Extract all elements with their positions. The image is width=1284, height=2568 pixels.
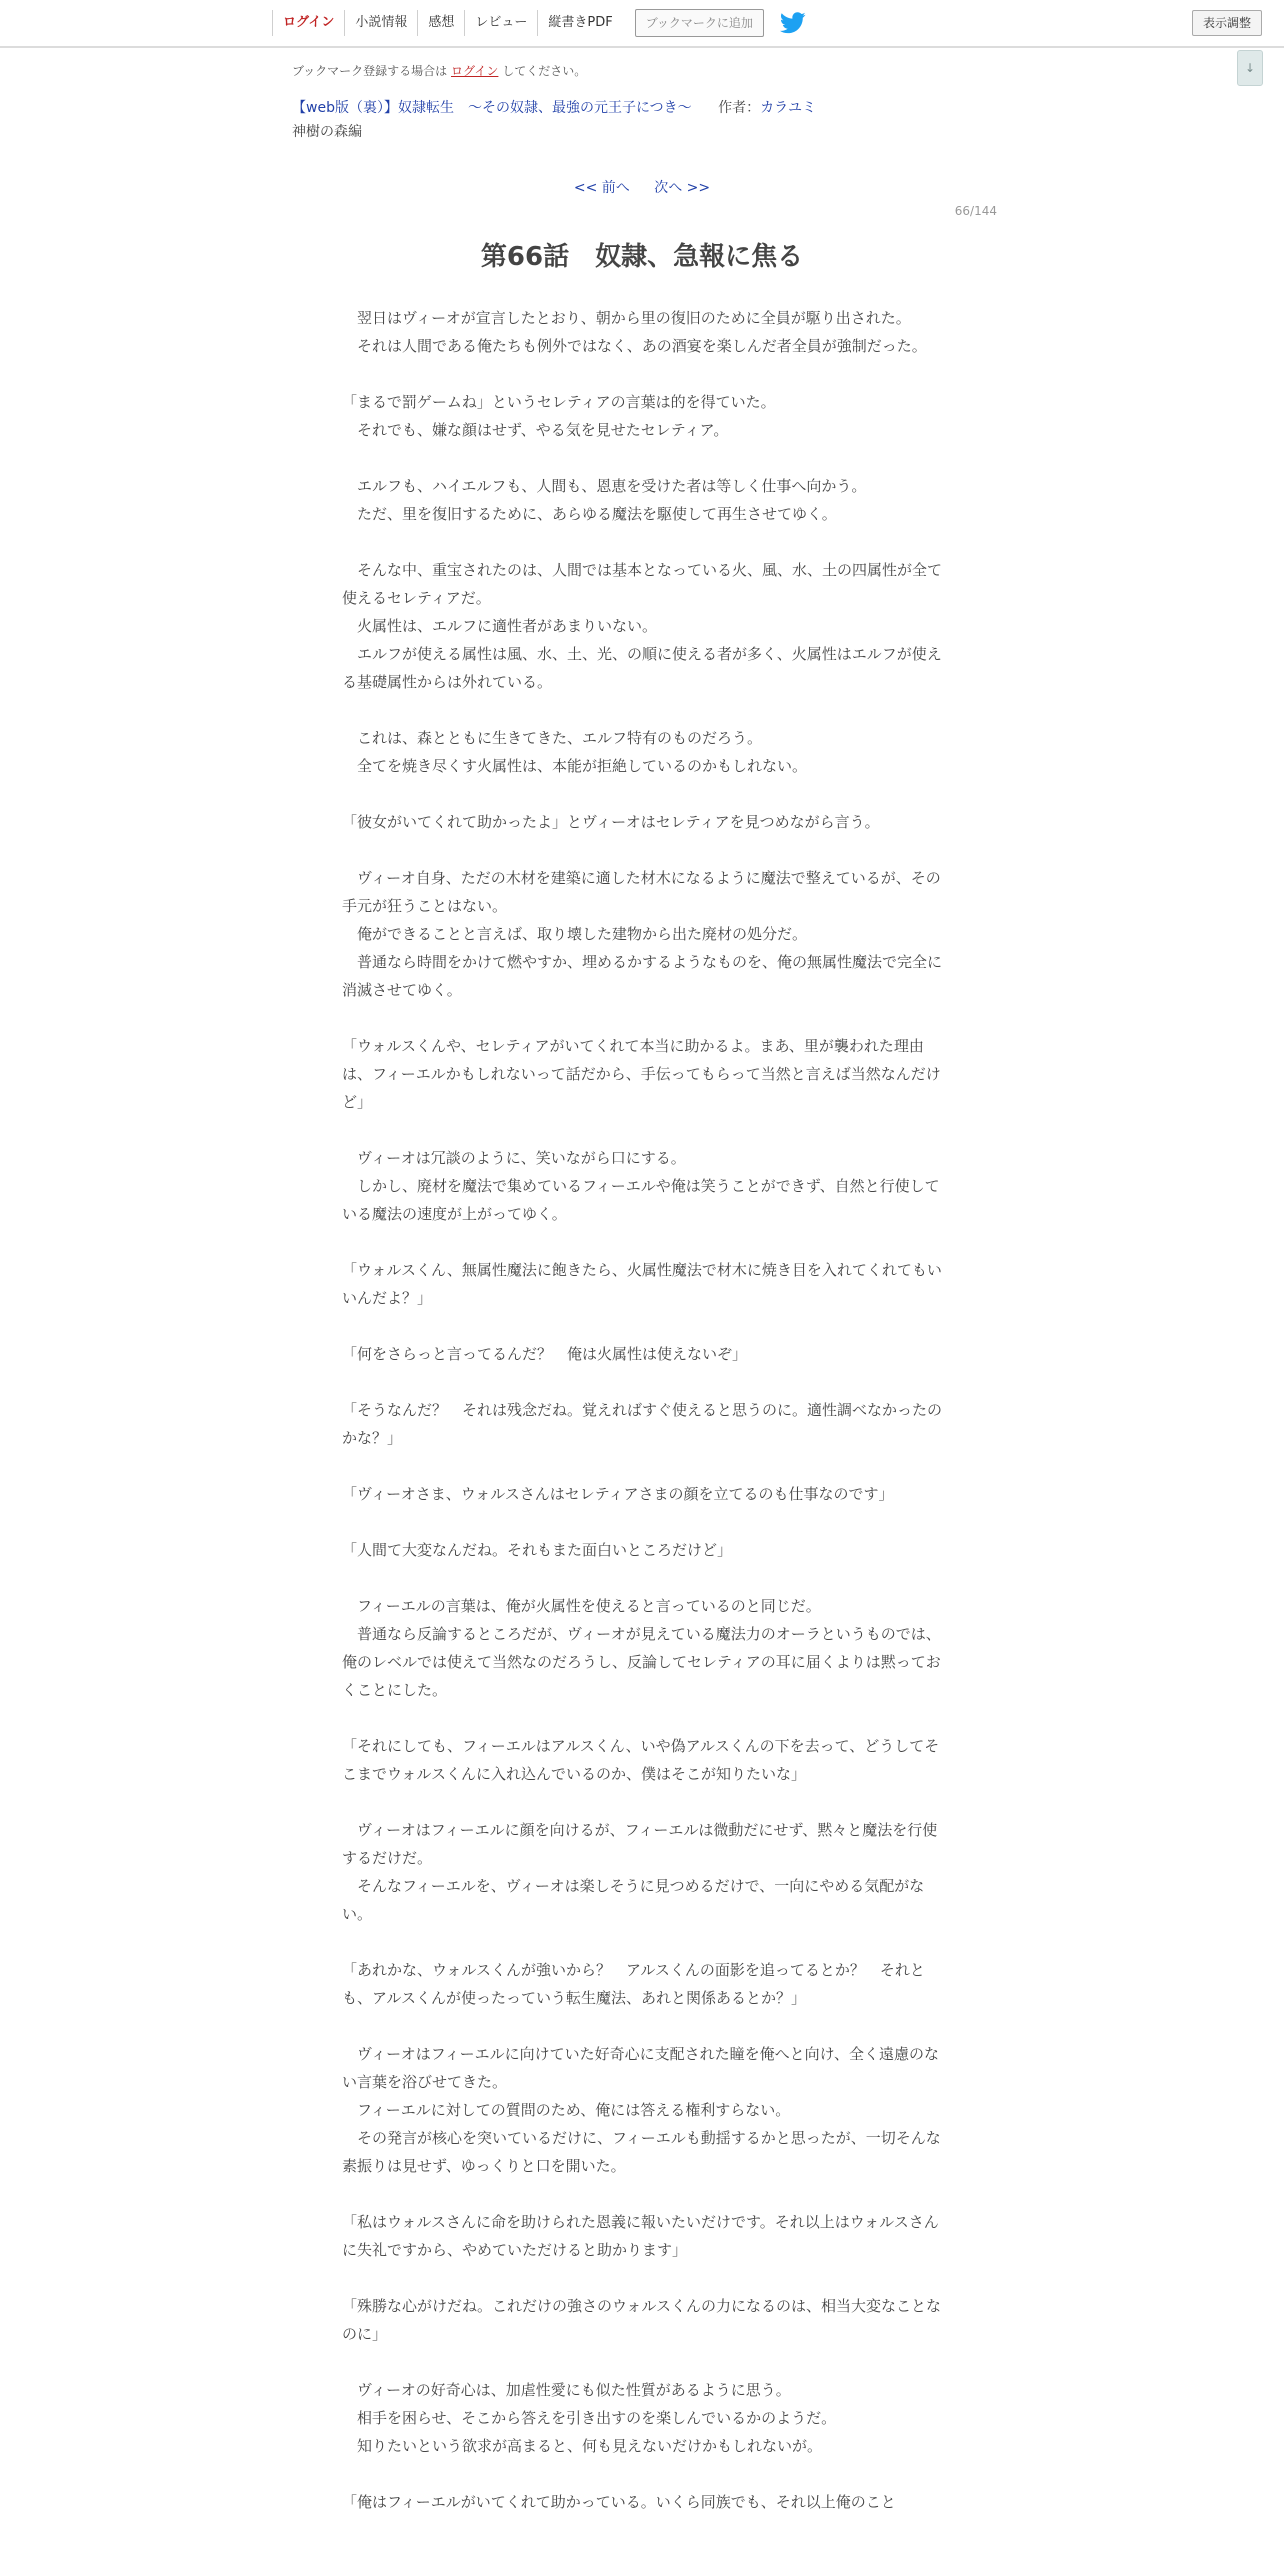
body-paragraph — [342, 528, 942, 556]
body-paragraph: ただ、里を復旧するために、あらゆる魔法を駆使して再生させてゆく。 — [342, 505, 837, 523]
scroll-down-tab[interactable] — [1237, 50, 1263, 86]
chapter-group-title: 神樹の森編 — [292, 124, 362, 140]
bookmark-note-prefix: ブックマーク登録する場合は — [292, 64, 448, 78]
body-paragraph: エルフが使える属性は風、水、土、光、の順に使える者が多く、火属性はエルフが使える基礎属性からは外れている。 — [342, 645, 942, 691]
body-paragraph: 知りたいという欲求が高まると、何も見えないだけかもしれないが。 — [342, 2437, 823, 2455]
body-paragraph — [342, 1228, 942, 1256]
body-paragraph — [342, 1368, 942, 1396]
body-paragraph: 「それにしても、フィーエルはアルスくん、いや偽アルスくんの下を去って、どうしてそこまでウォルスくんに入れ込んでいるのか、僕はそこが知りたいな」 — [342, 1737, 940, 1783]
body-paragraph — [342, 2264, 942, 2292]
body-paragraph: 「ヴィーオさま、ウォルスさんはセレティアさまの顔を立てるのも仕事なのです」 — [342, 1485, 894, 1503]
body-paragraph: 「そうなんだ？ それは残念だね。覚えればすぐ使えると思うのに。適性調べなかったのかな？」 — [342, 1401, 943, 1447]
twitter-bird-icon — [780, 12, 806, 34]
page-number: 66/144 — [954, 204, 997, 218]
body-paragraph: ヴィーオは冗談のように、笑いながら口にする。 — [342, 1149, 686, 1167]
body-paragraph: フィーエルに対しての質問のため、俺には答える権利すらない。 — [342, 2101, 791, 2119]
body-paragraph: 「まるで罰ゲームね」というセレティアの言葉は的を得ていた。 — [342, 393, 776, 411]
chapter-body — [342, 304, 942, 2516]
body-paragraph: それでも、嫌な顔はせず、やる気を見せたセレティア。 — [342, 421, 729, 439]
body-paragraph: そんな中、重宝されたのは、人間では基本となっている火、風、水、土の四属性が全て使えるセレティアだ。 — [342, 561, 943, 607]
header-bar — [0, 0, 1284, 48]
body-paragraph — [342, 1928, 942, 1956]
series-info — [292, 97, 816, 117]
body-paragraph: ヴィーオの好奇心は、加虐性愛にも似た性質があるように思う。 — [342, 2381, 791, 2399]
nav-review-link[interactable]: レビュー — [464, 10, 537, 36]
body-paragraph: それは人間である俺たちも例外ではなく、あの酒宴を楽しんだ者全員が強制だった。 — [342, 337, 927, 355]
body-paragraph: 「何をさらっと言ってるんだ？ 俺は火属性は使えないぞ」 — [342, 1345, 748, 1363]
bookmark-login-note — [292, 62, 586, 79]
nav-login-link[interactable]: ログイン — [272, 10, 344, 36]
body-paragraph — [342, 1116, 942, 1144]
add-bookmark-button[interactable]: ブックマークに追加 — [635, 9, 764, 37]
body-paragraph — [342, 1508, 942, 1536]
chapter-title: 第66話 奴隷、急報に焦る — [480, 242, 804, 272]
body-paragraph — [342, 696, 942, 724]
body-paragraph — [342, 1004, 942, 1032]
body-paragraph: 普通なら反論するところだが、ヴィーオが見えている魔法力のオーラというものでは、俺のレベルでは使えて当然なのだろうし、反論してセレティアの耳に届くよりは黙っておくことにした。 — [342, 1625, 941, 1699]
body-paragraph: ヴィーオ自身、ただの木材を建築に適した材木になるように魔法で整えているが、その手元が狂うことはない。 — [342, 869, 941, 915]
body-paragraph — [342, 444, 942, 472]
body-paragraph — [342, 2460, 942, 2488]
body-paragraph: 火属性は、エルフに適性者があまりいない。 — [342, 617, 658, 635]
body-paragraph: 相手を困らせ、そこから答えを引き出すのを楽しんでいるかのようだ。 — [342, 2409, 837, 2427]
body-paragraph — [342, 836, 942, 864]
body-paragraph: これは、森とともに生きてきた、エルフ特有のものだろう。 — [342, 729, 763, 747]
chapter-pager — [0, 177, 1284, 197]
body-paragraph: 「殊勝な心がけだね。これだけの強さのウォルスくんの力になるのは、相当大変なことなのに」 — [342, 2297, 941, 2343]
body-paragraph — [342, 1564, 942, 1592]
body-paragraph: 翌日はヴィーオが宣言したとおり、朝から里の復旧のために全員が駆り出された。 — [342, 309, 911, 327]
body-paragraph: 俺ができることと言えば、取り壊した建物から出た廃材の処分だ。 — [342, 925, 808, 943]
nav-impressions-link[interactable]: 感想 — [417, 10, 464, 36]
body-paragraph: 「人間て大変なんだね。それもまた面白いところだけど」 — [342, 1541, 733, 1559]
body-paragraph: 「彼女がいてくれて助かったよ」とヴィーオはセレティアを見つめながら言う。 — [342, 813, 880, 831]
body-paragraph — [342, 1704, 942, 1732]
body-paragraph: 「ウォルスくんや、セレティアがいてくれて本当に助かるよ。まあ、里が襲われた理由は、フィーエルかもしれないって話だから、手伝ってもらって当然と言えば当然なんだけど」 — [342, 1037, 941, 1111]
body-paragraph — [342, 780, 942, 808]
body-paragraph: その発言が核心を突いているだけに、フィーエルも動揺するかと思ったが、一切そんな素振りは見せず、ゆっくりと口を開いた。 — [342, 2129, 941, 2175]
body-paragraph: ヴィーオはフィーエルに向けていた好奇心に支配された瞳を俺へと向け、全く遠慮のない言葉を浴びせてきた。 — [342, 2045, 940, 2091]
prev-chapter-link[interactable]: << 前へ — [573, 180, 630, 196]
body-paragraph: 「ウォルスくん、無属性魔法に飽きたら、火属性魔法で材木に焼き目を入れてくれてもいいんだよ？」 — [342, 1261, 942, 1307]
body-paragraph: 「俺はフィーエルがいてくれて助かっている。いくら同族でも、それ以上俺のこと — [342, 2493, 896, 2511]
next-chapter-link[interactable]: 次へ >> — [654, 180, 711, 196]
body-paragraph: 「あれかな、ウォルスくんが強いから？ アルスくんの面影を追ってるとか？ それとも、アルスくんが使ったっていう転生魔法、あれと関係あるとか？」 — [342, 1961, 925, 2007]
body-paragraph — [342, 360, 942, 388]
nav-vertical-pdf-link[interactable]: 縦書きPDF — [537, 10, 622, 36]
body-paragraph: 全てを焼き尽くす火属性は、本能が拒絶しているのかもしれない。 — [342, 757, 808, 775]
body-paragraph: しかし、廃材を魔法で集めているフィーエルや俺は笑うことができず、自然と行使している魔法の速度が上がってゆく。 — [342, 1177, 940, 1223]
body-paragraph — [342, 2348, 942, 2376]
body-paragraph — [342, 2180, 942, 2208]
body-paragraph: エルフも、ハイエルフも、人間も、恩恵を受けた者は等しく仕事へ向かう。 — [342, 477, 867, 495]
body-paragraph — [342, 2012, 942, 2040]
body-paragraph — [342, 1788, 942, 1816]
body-paragraph: 普通なら時間をかけて燃やすか、埋めるかするようなものを、俺の無属性魔法で完全に消滅させてゆく。 — [342, 953, 943, 999]
body-paragraph: 「私はウォルスさんに命を助けられた恩義に報いたいだけです。それ以上はウォルスさんに失礼ですから、やめていただけると助かります」 — [342, 2213, 939, 2259]
arrow-down-icon: ↓ — [1244, 61, 1256, 75]
twitter-share-button[interactable] — [780, 12, 806, 34]
series-title-link[interactable]: 【web版（裏）】奴隷転生 ～その奴隷、最強の元王子につき～ — [292, 100, 692, 116]
body-paragraph — [342, 1452, 942, 1480]
body-paragraph: フィーエルの言葉は、俺が火属性を使えると言っているのと同じだ。 — [342, 1597, 821, 1615]
bookmark-note-suffix: してください。 — [502, 64, 587, 78]
author-label: 作者： — [718, 100, 761, 116]
body-paragraph: ヴィーオはフィーエルに顔を向けるが、フィーエルは微動だにせず、黙々と魔法を行使するだけだ。 — [342, 1821, 938, 1867]
display-settings-button[interactable]: 表示調整 — [1192, 10, 1262, 36]
bookmark-note-login-link[interactable]: ログイン — [451, 64, 499, 78]
nav-novel-info-link[interactable]: 小説情報 — [344, 10, 417, 36]
author-link[interactable]: カラユミ — [760, 100, 817, 116]
top-nav — [272, 0, 806, 46]
body-paragraph: そんなフィーエルを、ヴィーオは楽しそうに見つめるだけで、一向にやめる気配がない。 — [342, 1877, 925, 1923]
body-paragraph — [342, 1312, 942, 1340]
